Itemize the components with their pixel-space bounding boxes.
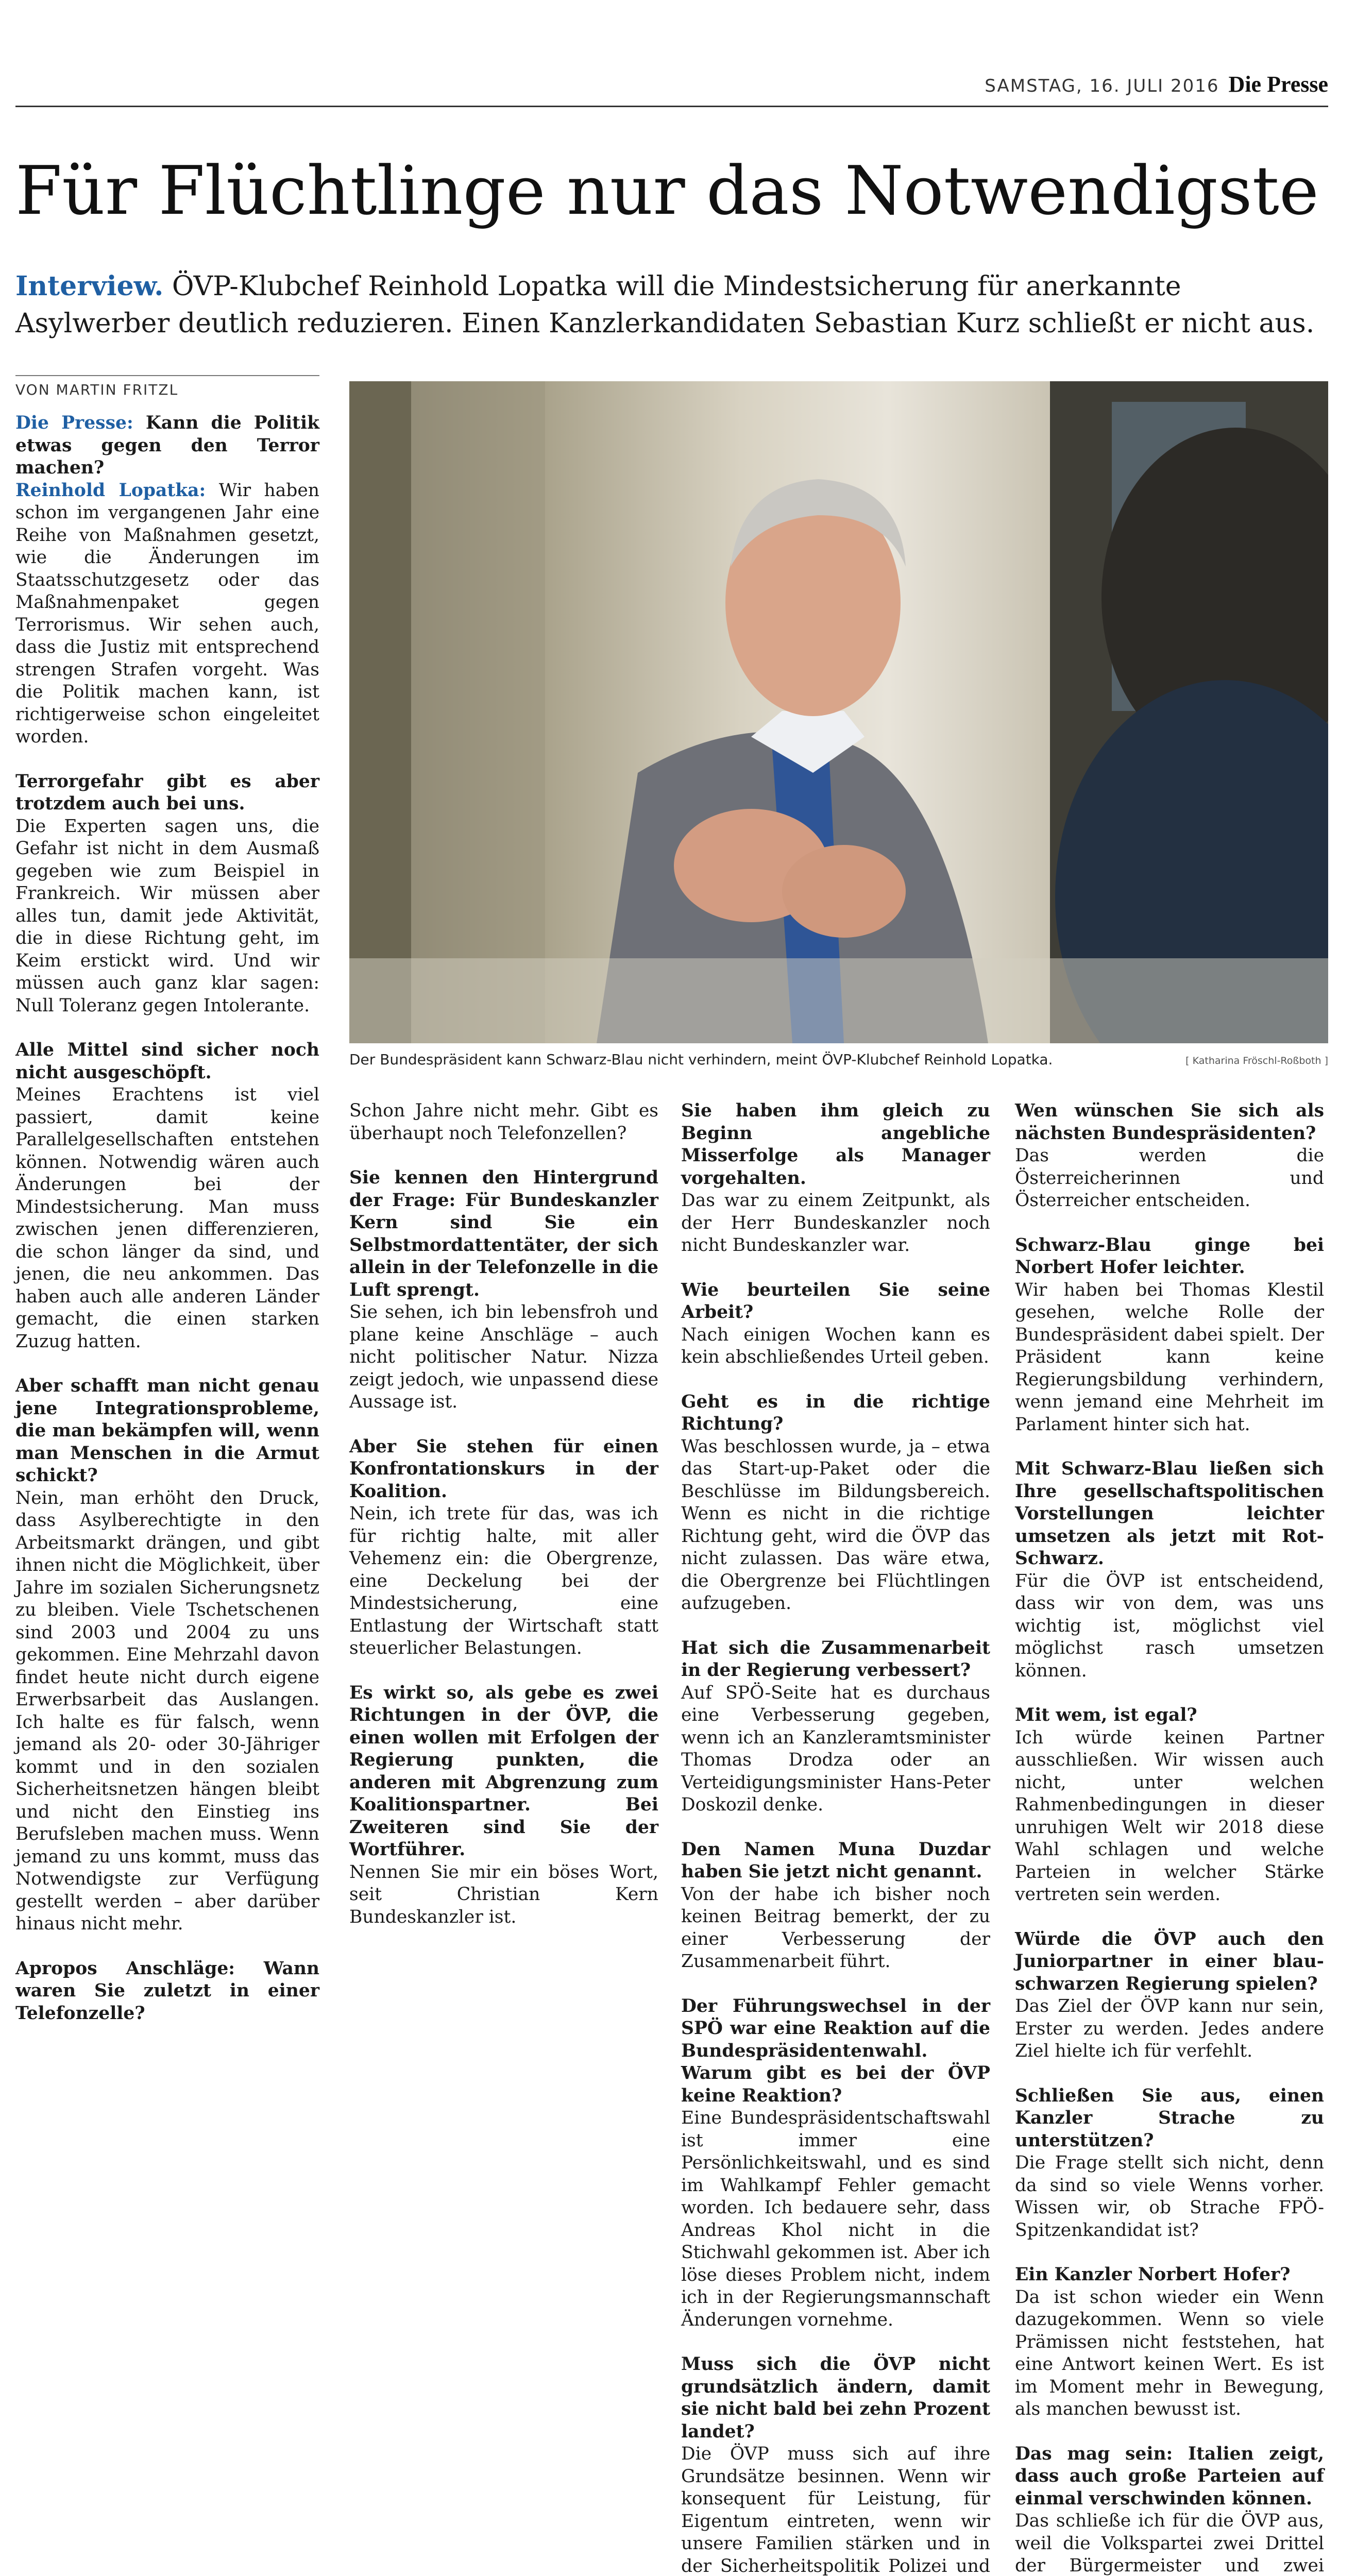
paragraph bbox=[349, 1436, 658, 1660]
paragraph bbox=[1015, 1234, 1324, 1436]
byline-rule bbox=[15, 375, 319, 376]
lead-kicker: Interview. bbox=[15, 270, 164, 302]
answer: Die Frage stellt sich nicht, denn da sind so viele Wenns vorher. Wissen wir, ob Strache FPÖ-Spitzenkandidat ist? bbox=[1015, 2153, 1324, 2241]
question: Schließen Sie aus, einen Kanzler Strache zu unterstützen? bbox=[1015, 2085, 1324, 2151]
paragraph bbox=[1015, 1704, 1324, 1906]
answer: Nennen Sie mir ein böses Wort, seit Christian Kern Bundeskanzler ist. bbox=[349, 1861, 658, 1927]
question: Aber schafft man nicht genau jene Integrationsprobleme, die man bekämpfen will, wenn man Menschen in die Armut schickt? bbox=[15, 1376, 319, 1486]
paragraph bbox=[681, 1995, 990, 2332]
question: Aber Sie stehen für einen Konfrontationskurs in der Koalition. bbox=[349, 1436, 658, 1502]
paragraph bbox=[349, 1100, 658, 1145]
newspaper-logo: Die Presse bbox=[1228, 72, 1328, 97]
answer: Nein, ich trete für das, was ich für richtig halte, mit aller Vehemenz ein: die Obergrenze, eine Deckelung bei der Mindestsicherung, eine Entlastung der Wirtschaft statt steuerlicher Belastungen. bbox=[349, 1503, 658, 1658]
lead-text: ÖVP-Klubchef Reinhold Lopatka will die Mindestsicherung für anerkannte Asylwerber deutlich reduzieren. Einen Kanzlerkandidaten Sebastian Kurz schließt er nicht aus. bbox=[15, 271, 1315, 339]
question: Ein Kanzler Norbert Hofer? bbox=[1015, 2264, 1291, 2285]
answer: Die ÖVP muss sich auf ihre Grundsätze besinnen. Wenn wir konsequent für Leistung, für Eigentum eintreten, wenn wir unsere Familien stärken und in der Sicherheitspolitik Polizei und bbox=[681, 2444, 990, 2576]
question: Der Führungswechsel in der SPÖ war eine Reaktion auf die Bundespräsidentenwahl. Warum gibt es bei der ÖVP keine Reaktion? bbox=[681, 1995, 990, 2106]
answer: Das Ziel der ÖVP kann nur sein, Erster zu werden. Jedes andere Ziel hielte ich für verfehlt. bbox=[1015, 1996, 1324, 2061]
question: Mit wem, ist egal? bbox=[1015, 1705, 1197, 1725]
question: Schwarz-Blau ginge bei Norbert Hofer leichter. bbox=[1015, 1234, 1324, 1278]
answer: Das werden die Österreicherinnen und Österreicher entscheiden. bbox=[1015, 1145, 1324, 1211]
question: Sie kennen den Hintergrund der Frage: Für Bundeskanzler Kern sind Sie ein Selbstmordattentäter, der sich allein in der Telefonzelle in die Luft sprengt. bbox=[349, 1167, 658, 1300]
question: Hat sich die Zusammenarbeit in der Regierung verbessert? bbox=[681, 1637, 990, 1681]
question: Terrorgefahr gibt es aber trotzdem auch bei uns. bbox=[15, 771, 319, 814]
question: Würde die ÖVP auch den Juniorpartner in einer blau-schwarzen Regierung spielen? bbox=[1015, 1928, 1324, 1994]
paragraph bbox=[15, 1039, 319, 1353]
answer: Ich würde keinen Partner ausschließen. Wir wissen auch nicht, unter welchen Rahmenbedingungen in dieser unruhigen Welt wir 2018 diese Wahl schlagen und welche Parteien in welcher Stärke vertreten sein werden. bbox=[1015, 1727, 1324, 1905]
lead-paragraph bbox=[15, 268, 1334, 342]
paragraph bbox=[349, 1167, 658, 1414]
article-column-3 bbox=[681, 1100, 990, 2576]
headline: Für Flüchtlinge nur das Notwendigste bbox=[15, 151, 1319, 230]
answer: Wir haben bei Thomas Klestil gesehen, welche Rolle der Bundespräsident dabei spielt. Der Präsident kann keine Regierungsbildung verhindern, wenn jemand eine Mehrheit im Parlament hinter sich hat. bbox=[1015, 1279, 1324, 1435]
question: Es wirkt so, als gebe es zwei Richtungen in der ÖVP, die einen wollen mit Erfolgen der Regierung punkten, die anderen mit Abgrenzung zum Koalitionspartner. Bei Zweiteren sind Sie der Wortführer. bbox=[349, 1682, 658, 1860]
answer: Nach einigen Wochen kann es kein abschließendes Urteil geben. bbox=[681, 1324, 990, 1367]
answer: Nein, man erhöht den Druck, dass Asylberechtigte in den Arbeitsmarkt drängen, und gibt ihnen nicht die Möglichkeit, über Jahre im sozialen Sicherungsnetz zu bleiben. Viele Tschetschenen sind 2003 und 2004 zu uns gekommen. Eine Mehrzahl davon findet heute nicht durch eigene Erwerbsarbeit das Auslangen. Ich halte es für falsch, wenn jemand als 20- oder 30-Jähriger kommt und in den sozialen Sicherheitsnetzen hängen bleibt und nicht den Einstieg ins Berufsleben machen muss. Wenn jemand zu uns kommt, muss das Notwendigste zur Verfügung gestellt werden – aber darüber hinaus nicht mehr. bbox=[15, 1487, 319, 1934]
page-header bbox=[985, 71, 1328, 97]
header-rule bbox=[15, 106, 1328, 107]
interview-photo bbox=[349, 381, 1328, 1043]
article-column-1 bbox=[15, 412, 319, 2047]
paragraph bbox=[1015, 2264, 1324, 2421]
question: Das mag sein: Italien zeigt, dass auch große Parteien auf einmal verschwinden können. bbox=[1015, 2443, 1324, 2509]
paragraph bbox=[15, 412, 319, 749]
photo-caption: Der Bundespräsident kann Schwarz-Blau nicht verhindern, meint ÖVP-Klubchef Reinhold Lopatka. bbox=[349, 1051, 1053, 1068]
question: Sie haben ihm gleich zu Beginn angebliche Misserfolge als Manager vorgehalten. bbox=[681, 1100, 990, 1189]
paragraph bbox=[1015, 1458, 1324, 1682]
article-column-4 bbox=[1015, 1100, 1324, 2576]
question: Alle Mittel sind sicher noch nicht ausgeschöpft. bbox=[15, 1040, 319, 1083]
question: Geht es in die richtige Richtung? bbox=[681, 1391, 990, 1434]
answer: Meines Erachtens ist viel passiert, damit keine Parallelgesellschaften entstehen können. Notwendig wären auch Änderungen bei der Mindestsicherung. Man muss zwischen jenen differenzieren, die schon länger da sind, und jenen, die neu ankommen. Das haben auch alle anderen Länder gemacht, die einen starken Zuzug hatten. bbox=[15, 1084, 319, 1352]
paragraph bbox=[15, 771, 319, 1018]
answer: Die Experten sagen uns, die Gefahr ist nicht in dem Ausmaß gegeben wie zum Beispiel in Frankreich. Wir müssen aber alles tun, damit jede Aktivität, die in diese Richtung geht, im Keim erstickt wird. Und wir müssen auch ganz klar sagen: Null Toleranz gegen Intolerante. bbox=[15, 816, 319, 1016]
answer: Eine Bundespräsidentschaftswahl ist immer eine Persönlichkeitswahl, und es sind im Wahlkampf Fehler gemacht worden. Ich bedauere sehr, dass Andreas Khol nicht in die Stichwahl gekommen ist. Aber ich löse dieses Problem nicht, indem ich in der Regierungsmannschaft Änderungen vornehme. bbox=[681, 2108, 990, 2330]
question: Wie beurteilen Sie seine Arbeit? bbox=[681, 1279, 990, 1323]
answer: Für die ÖVP ist entscheidend, dass wir von dem, was uns wichtig ist, möglichst viel möglichst rasch umsetzen können. bbox=[1015, 1570, 1324, 1681]
interview-photo-illustration bbox=[349, 381, 1328, 1043]
paragraph bbox=[349, 1682, 658, 1929]
interviewer-label: Die Presse: bbox=[15, 413, 133, 433]
paragraph bbox=[681, 1279, 990, 1369]
paragraph bbox=[681, 1637, 990, 1817]
paragraph bbox=[681, 2353, 990, 2576]
answer: Das schließe ich für die ÖVP aus, weil die Volkspartei zwei Drittel der Bürgermeister und zwei bbox=[1015, 2511, 1324, 2576]
paragraph bbox=[1015, 1100, 1324, 1212]
answer: Auf SPÖ-Seite hat es durchaus eine Verbesserung gegeben, wenn ich an Kanzleramtsminister Thomas Drodza oder an Verteidigungsminister Hans-Peter Doskozil denke. bbox=[681, 1682, 990, 1815]
paragraph bbox=[15, 1958, 319, 2025]
paragraph bbox=[681, 1100, 990, 1257]
paragraph bbox=[681, 1391, 990, 1615]
question: Muss sich die ÖVP nicht grundsätzlich ändern, damit sie nicht bald bei zehn Prozent landet? bbox=[681, 2354, 990, 2442]
question: Apropos Anschläge: Wann waren Sie zuletzt in einer Telefonzelle? bbox=[15, 1958, 319, 2024]
paragraph bbox=[1015, 2443, 1324, 2576]
paragraph bbox=[15, 1375, 319, 1936]
answer: Das war zu einem Zeitpunkt, als der Herr Bundeskanzler noch nicht Bundeskanzler war. bbox=[681, 1190, 990, 1256]
photo-credit: [ Katharina Fröschl-Roßboth ] bbox=[1185, 1055, 1328, 1066]
issue-date: SAMSTAG, 16. JULI 2016 bbox=[985, 76, 1219, 96]
paragraph bbox=[681, 1839, 990, 1973]
interviewee-label: Reinhold Lopatka: bbox=[15, 480, 206, 501]
question: Kann die Politik etwas gegen den Terror machen? bbox=[15, 413, 319, 478]
paragraph bbox=[1015, 1928, 1324, 2063]
question: Wen wünschen Sie sich als nächsten Bundespräsidenten? bbox=[1015, 1100, 1324, 1144]
answer: Da ist schon wieder ein Wenn dazugekommen. Wenn so viele Prämissen nicht feststehen, hat eine Antwort keinen Wert. Es ist im Moment mehr in Bewegung, als manchen bewusst ist. bbox=[1015, 2286, 1324, 2419]
question: Den Namen Muna Duzdar haben Sie jetzt nicht genannt. bbox=[681, 1839, 990, 1882]
answer: Sie sehen, ich bin lebensfroh und plane keine Anschläge – auch nicht politischer Natur. Nizza zeigt jedoch, wie unpassend diese Aussage ist. bbox=[349, 1302, 658, 1412]
question: Mit Schwarz-Blau ließen sich Ihre gesellschaftspolitischen Vorstellungen leichter umsetzen als jetzt mit Rot-Schwarz. bbox=[1015, 1459, 1324, 1569]
answer: Wir haben schon im vergangenen Jahr eine Reihe von Maßnahmen gesetzt, wie die Änderungen im Staatsschutzgesetz oder das Maßnahmenpaket gegen Terrorismus. Wir sehen auch, dass die Justiz mit entsprechend strengen Strafen vorgeht. Was die Politik machen kann, ist richtigerweise schon eingeleitet worden. bbox=[15, 480, 319, 747]
article-column-2 bbox=[349, 1100, 658, 1951]
byline: VON MARTIN FRITZL bbox=[15, 381, 179, 398]
answer: Was beschlossen wurde, ja – etwa das Start-up-Paket oder die Beschlüsse im Bildungsbereich. Wenn es nicht in die richtige Richtung geht, wird die ÖVP das nicht zulassen. Das wäre etwa, die Obergrenze bei Flüchtlingen aufzugeben. bbox=[681, 1436, 990, 1614]
paragraph bbox=[1015, 2085, 1324, 2242]
answer: Von der habe ich bisher noch keinen Beitrag bemerkt, der zu einer Verbesserung der Zusammenarbeit führt. bbox=[681, 1884, 990, 1972]
answer: Schon Jahre nicht mehr. Gibt es überhaupt noch Telefonzellen? bbox=[349, 1100, 658, 1144]
